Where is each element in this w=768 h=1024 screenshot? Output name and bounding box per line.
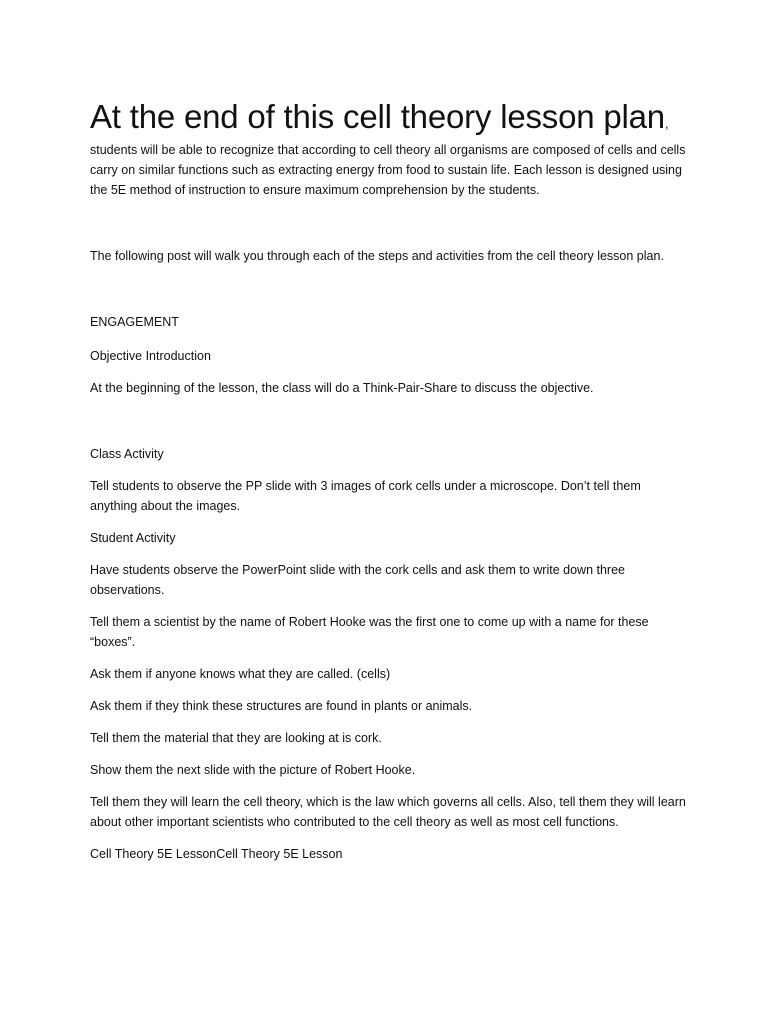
student-activity-heading: Student Activity bbox=[90, 530, 176, 545]
following-paragraph: The following post will walk you through each of the steps and activities from the cell theory lesson plan. bbox=[90, 248, 664, 263]
document-body bbox=[90, 98, 690, 864]
document-title bbox=[90, 98, 690, 136]
title-text: At the end of this cell theory lesson plan bbox=[90, 98, 665, 135]
class-activity-paragraph: Tell students to observe the PP slide with 3 images of cork cells under a microscope. Don’t tell them anything about the images. bbox=[90, 478, 641, 513]
ask-known-paragraph: Ask them if anyone knows what they are called. (cells) bbox=[90, 666, 391, 681]
hooke-paragraph: Tell them a scientist by the name of Robert Hooke was the first one to come up with a name for these “boxes”. bbox=[90, 614, 649, 649]
objective-paragraph: At the beginning of the lesson, the class will do a Think-Pair-Share to discuss the objective. bbox=[90, 380, 594, 395]
student-activity-paragraph: Have students observe the PowerPoint slide with the cork cells and ask them to write down three observations. bbox=[90, 562, 625, 597]
objective-heading: Objective Introduction bbox=[90, 348, 211, 363]
engagement-heading: ENGAGEMENT bbox=[90, 314, 179, 329]
class-activity-heading: Class Activity bbox=[90, 446, 164, 461]
title-comma: , bbox=[664, 116, 669, 131]
ask-plants-paragraph: Ask them if they think these structures are found in plants or animals. bbox=[90, 698, 473, 713]
intro-paragraph: students will be able to recognize that according to cell theory all organisms are composed of cells and cells carry on similar functions such as extracting energy from food to sustain life. Each lesson is designed using the 5E method of instruction to ensure maximum comprehension by the students. bbox=[90, 142, 686, 197]
footer-line: Cell Theory 5E LessonCell Theory 5E Lesson bbox=[90, 846, 343, 861]
material-paragraph: Tell them the material that they are looking at is cork. bbox=[90, 730, 382, 745]
learn-theory-paragraph: Tell them they will learn the cell theory, which is the law which governs all cells. Also, tell them they will learn about other important scientists who contributed to the cell theory as well as most cell functions. bbox=[90, 794, 686, 829]
next-slide-paragraph: Show them the next slide with the picture of Robert Hooke. bbox=[90, 762, 416, 777]
